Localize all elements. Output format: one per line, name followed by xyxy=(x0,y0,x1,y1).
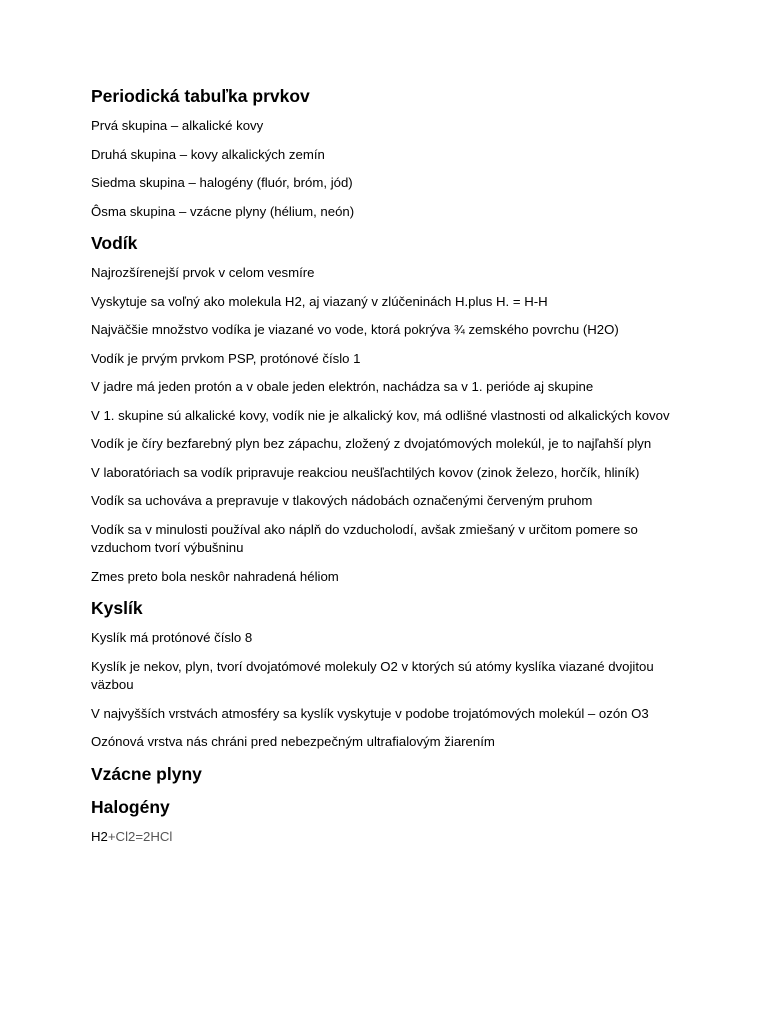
paragraph: V najvyšších vrstvách atmosféry sa kyslík vyskytuje v podobe trojatómových molekúl – ozón O3 xyxy=(91,705,649,721)
paragraph: V laboratóriach sa vodík pripravuje reakciou neušľachtilých kovov (zinok železo, horčík, hliník) xyxy=(91,464,640,480)
paragraph: Vodík sa uchováva a prepravuje v tlakových nádobách označenými červeným pruhom xyxy=(91,493,593,508)
paragraph: Siedma skupina – halogény (fluór, bróm, jód) xyxy=(91,175,353,190)
paragraph: Zmes preto bola neskôr nahradená héliom xyxy=(91,568,339,584)
paragraph: Vyskytuje sa voľný ako molekula H2, aj viazaný v zlúčeninách H.plus H. = H-H xyxy=(91,293,548,309)
section-heading: Halogény xyxy=(91,796,170,817)
paragraph: Najrozšírenejší prvok v celom vesmíre xyxy=(91,265,315,280)
document-body xyxy=(91,84,691,819)
section-heading: Vzácne plyny xyxy=(91,763,202,784)
paragraph: Prvá skupina – alkalické kovy xyxy=(91,118,264,133)
paragraph: Vodík sa v minulosti používal ako náplň do vzducholodí, avšak zmiešaný v určitom pomere so vzduchom tvorí výbušninu xyxy=(91,521,638,555)
paragraph: Najväčšie množstvo vodíka je viazané vo vode, ktorá pokrýva ¾ zemského povrchu (H2O) xyxy=(91,322,619,337)
chemical-equation xyxy=(91,828,691,846)
document-page xyxy=(91,84,691,846)
paragraph: Ozónová vrstva nás chráni pred nebezpečným ultrafialovým žiarením xyxy=(91,734,495,749)
paragraph: V jadre má jeden protón a v obale jeden elektrón, nachádza sa v 1. perióde aj skupine xyxy=(91,379,594,394)
equation-rest: +Cl2=2HCl xyxy=(107,828,173,844)
paragraph: Druhá skupina – kovy alkalických zemín xyxy=(91,146,325,162)
section-heading: Kyslík xyxy=(91,598,143,618)
paragraph: Vodík je číry bezfarebný plyn bez zápachu, zložený z dvojatómových molekúl, je to najľahší plyn xyxy=(91,436,652,451)
paragraph: Kyslík má protónové číslo 8 xyxy=(91,630,253,645)
paragraph: Kyslík je nekov, plyn, tvorí dvojatómové molekuly O2 v ktorých sú atómy kyslíka viazané dvojitou väzbou xyxy=(91,658,654,692)
section-heading: Periodická tabuľka prvkov xyxy=(91,86,310,106)
section-heading: Vodík xyxy=(91,233,138,253)
equation-reactant-h2: H2 xyxy=(91,828,108,844)
paragraph: Ôsma skupina – vzácne plyny (hélium, neón) xyxy=(91,203,355,219)
paragraph: V 1. skupine sú alkalické kovy, vodík nie je alkalický kov, má odlišné vlastnosti od alkalických kovov xyxy=(91,407,670,423)
paragraph: Vodík je prvým prvkom PSP, protónové číslo 1 xyxy=(91,350,361,366)
